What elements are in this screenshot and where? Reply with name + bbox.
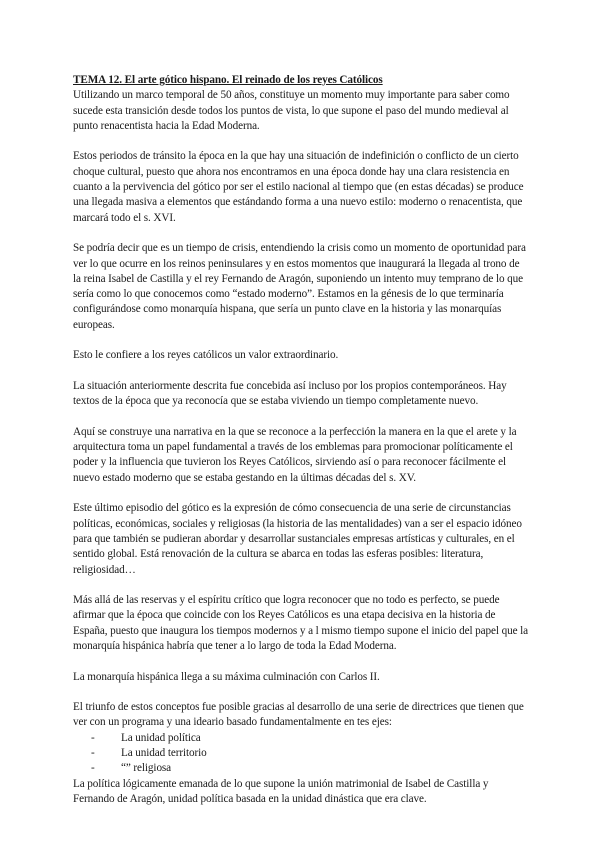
list-dash: - (91, 731, 95, 744)
axes-list (73, 731, 529, 777)
list-item (73, 761, 529, 776)
list-item-text: La unidad política (121, 731, 201, 744)
paragraph-10: El triunfo de estos conceptos fue posible gracias al desarrollo de una serie de directrices que tienen que ver con un programa y una ideario basado fundamentalmente en tes ejes: (73, 701, 524, 729)
paragraph-3: Se podría decir que es un tiempo de crisis, entendiendo la crisis como un momento de oportunidad para ver lo que ocurre en los reinos peninsulares y en estos momentos que inaugurará la llegada al trono de la reina Isabel de Castilla y el rey Fernando de Aragón, suponiendo un intento muy temprano de lo que sería como lo que conocemos como “estado moderno”. Estamos en la génesis de lo que terminaría configurándose como monarquía hispana, que sería un punto clave en la historia y las monarquías europeas. (73, 242, 526, 331)
paragraph-4: Esto le confiere a los reyes católicos un valor extraordinario. (73, 349, 339, 362)
document-body (73, 73, 529, 807)
list-item (73, 746, 529, 761)
paragraph-2: Estos periodos de tránsito la época en la que hay una situación de indefinición o conflicto de un cierto choque cultural, puesto que ahora nos encontramos en una época donde hay una clara resistencia en cuanto a la pervivencia del gótico por ser el estilo nacional al tiempo que (en estas décadas) se produce una llegada masiva a elementos que estándando forma a una nuevo estilo: moderno o renacentista, que marcará todo el s. XVI. (73, 150, 524, 224)
list-item (73, 731, 529, 746)
paragraph-8: Más allá de las reservas y el espíritu crítico que logra reconocer que no todo es perfecto, se puede afirmar que la época que coincide con los Reyes Católicos es una etapa decisiva en la historia de España, puesto que inaugura los tiempos modernos y a l mismo tiempo supone el inicio del papel que la monarquía hispánica habría que tener a lo largo de toda la Edad Moderna. (73, 594, 529, 652)
list-dash: - (91, 762, 95, 775)
list-item-text: “” religiosa (121, 762, 172, 775)
paragraph-7: Este último episodio del gótico es la expresión de cómo consecuencia de una serie de circunstancias políticas, económicas, sociales y religiosas (la historia de las mentalidades) van a ser el espacio idóneo para que también se pudieran abordar y desarrollar sustanciales empresas artísticas y culturales, en el sentido global. Está renovación de la cultura se abarca en todas las esferas posibles: literatura, religiosidad… (73, 502, 522, 576)
paragraph-5: La situación anteriormente descrita fue concebida así incluso por los propios contemporáneos. Hay textos de la época que ya reconocía que se estaba viviendo un tiempo completamente nuevo. (73, 379, 507, 408)
list-dash: - (91, 747, 95, 760)
list-item-text: La unidad territorio (121, 747, 207, 760)
closing-paragraph: La política lógicamente emanada de lo que supone la unión matrimonial de Isabel de Castilla y Fernando de Aragón, unidad política basada en la unidad dinástica que era clave. (73, 777, 489, 805)
paragraph-9: La monarquía hispánica llega a su máxima culminación con Carlos II. (73, 670, 380, 683)
document-title: TEMA 12. El arte gótico hispano. El reinado de los reyes Católicos (73, 74, 383, 86)
paragraph-6: Aquí se construye una narrativa en la que se reconoce a la perfección la manera en la que el arete y la arquitectura toma un papel fundamental a través de los emblemas para promocionar políticamente el poder y la influencia que tuvieron los Reyes Católicos, sirviendo así o para reconocer fácilmente el nuevo estado moderno que se estaba gestando en la últimas décadas del s. XV. (73, 425, 517, 484)
paragraph-1: Utilizando un marco temporal de 50 años, constituye un momento muy importante para saber como sucede esta transición desde todos los puntos de vista, lo que supone el paso del mundo medieval al punto renacentista hacia la Edad Moderna. (73, 89, 510, 132)
